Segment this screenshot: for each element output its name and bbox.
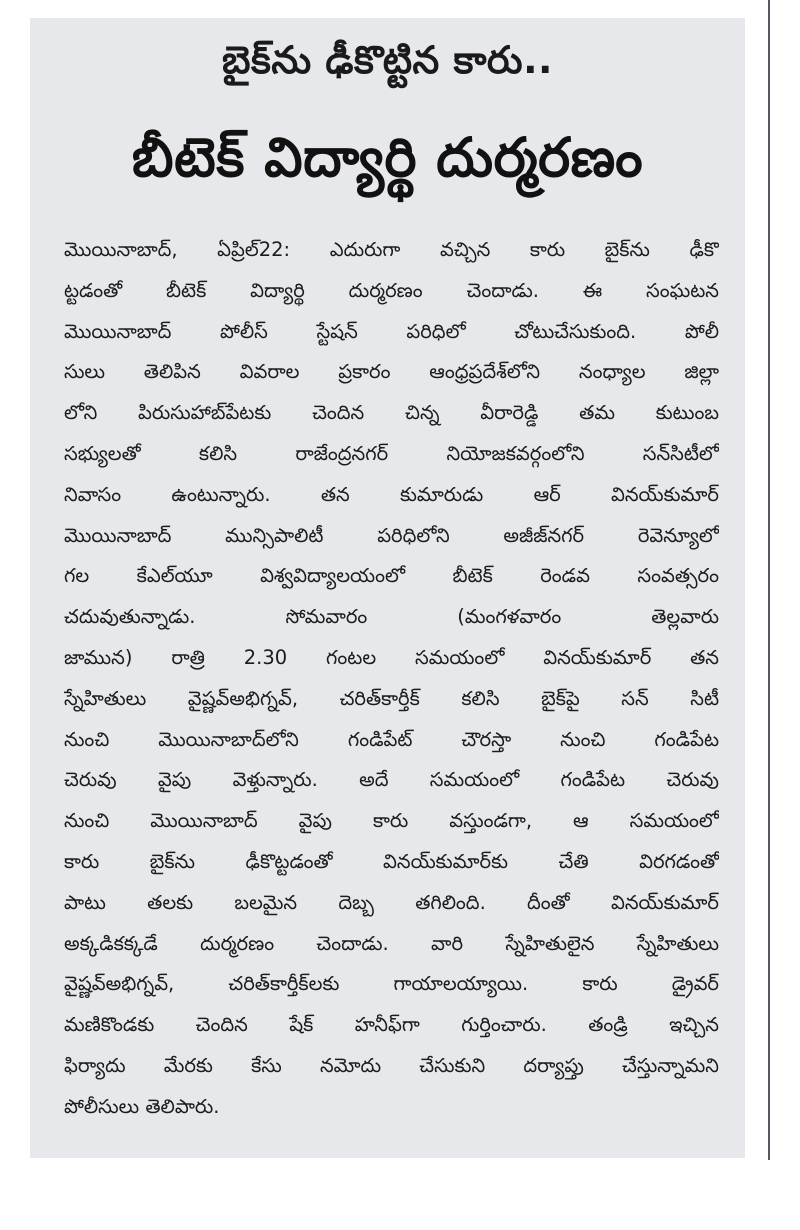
headline-line-1: బైక్‌ను ఢీకొట్టిన కారు.. (222, 38, 553, 82)
article-line: మొయినాబాద్ పోలీస్ స్టేషన్ పరిధిలో చోటుచేసుకుంది. పోలీ (64, 319, 719, 343)
article-line: పాటు తలకు బలమైన దెబ్బ తగిలింది. దీంతో వినయ్‌కుమార్ (64, 890, 719, 914)
article-line: సులు తెలిపిన వివరాల ప్రకారం ఆంధ్రప్రదేశ్‌లోని నంధ్యాల జిల్లా (64, 360, 719, 384)
article-line: అక్కడికక్కడే దుర్మరణం చెందాడు. వారి స్నేహితులైన స్నేహితులు (64, 931, 719, 955)
article-line: జామున) రాత్రి 2.30 గంటల సమయంలో వినయ్‌కుమార్ తన (64, 645, 719, 669)
article-line: ఫిర్యాదు మేరకు కేసు నమోదు చేసుకుని దర్యాప్తు చేస్తున్నామని (64, 1053, 719, 1077)
article-line: నుంచి మొయినాబాద్ వైపు కారు వస్తుండగా, ఆ సమయంలో (64, 809, 719, 833)
column-divider (768, 0, 770, 1160)
article-line: చదువుతున్నాడు. సోమవారం (మంగళవారం తెల్లవారు (64, 605, 719, 629)
article-line: చెరువు వైపు వెళ్తున్నారు. అదే సమయంలో గండిపేట చెరువు (64, 768, 719, 792)
article-line: స్నేహితులు వైష్ణవ్‌అభిగ్నవ్, చరిత్‌కార్తీక్ కలిసి బైక్‌పై సన్ సిటీ (64, 686, 719, 710)
article-line: వైష్ణవ్‌అభిగ్నవ్, చరిత్‌కార్తీక్‌లకు గాయాలయ్యాయి. కారు డ్రైవర్ (64, 972, 719, 996)
article-line: లోని పిరుసుహాబ్‌పేటకు చెందిన చిన్న వీరారెడ్డి తమ కుటుంబ (64, 401, 719, 425)
article-body (64, 230, 719, 1128)
article-line: మొయినాబాద్, ఏప్రిల్22: ఎదురుగా వచ్చిన కారు బైక్‌ను ఢీకొ (64, 238, 719, 261)
article-line: నుంచి మొయినాబాద్‌లోని గండిపేట్ చౌరస్తా నుంచి గండిపేట (64, 727, 719, 751)
article-line: పోలీసులు తెలిపారు. (64, 1094, 220, 1118)
news-clipping (30, 18, 745, 1158)
article-line: కారు బైక్‌ను ఢీకొట్టడంతో వినయ్‌కుమార్‌కు చేతి విరగడంతో (64, 849, 719, 873)
article-line: మణికొండకు చెందిన షేక్ హనీఫ్‌గా గుర్తించారు. తండ్రి ఇచ్చిన (64, 1013, 719, 1037)
article-line: సభ్యులతో కలిసి రాజేంద్రనగర్ నియోజకవర్గంలోని సన్‌సిటీలో (64, 441, 719, 465)
article-line: గల కేఎల్‌యూ విశ్వవిద్యాలయంలో బీటెక్ రెండవ సంవత్సరం (64, 564, 719, 588)
headline-line-2: బీటెక్ విద్యార్థి దుర్మరణం (131, 126, 644, 189)
article-line: నివాసం ఉంటున్నారు. తన కుమారుడు ఆర్ వినయ్‌కుమార్ (64, 482, 719, 506)
article-line: మొయినాబాద్ మున్సిపాలిటీ పరిధిలోని అజీజ్‌నగర్ రెవెన్యూలో (64, 523, 719, 547)
article-line: ట్టడంతో బీటెక్ విద్యార్థి దుర్మరణం చెందాడు. ఈ సంఘటన (64, 278, 719, 302)
